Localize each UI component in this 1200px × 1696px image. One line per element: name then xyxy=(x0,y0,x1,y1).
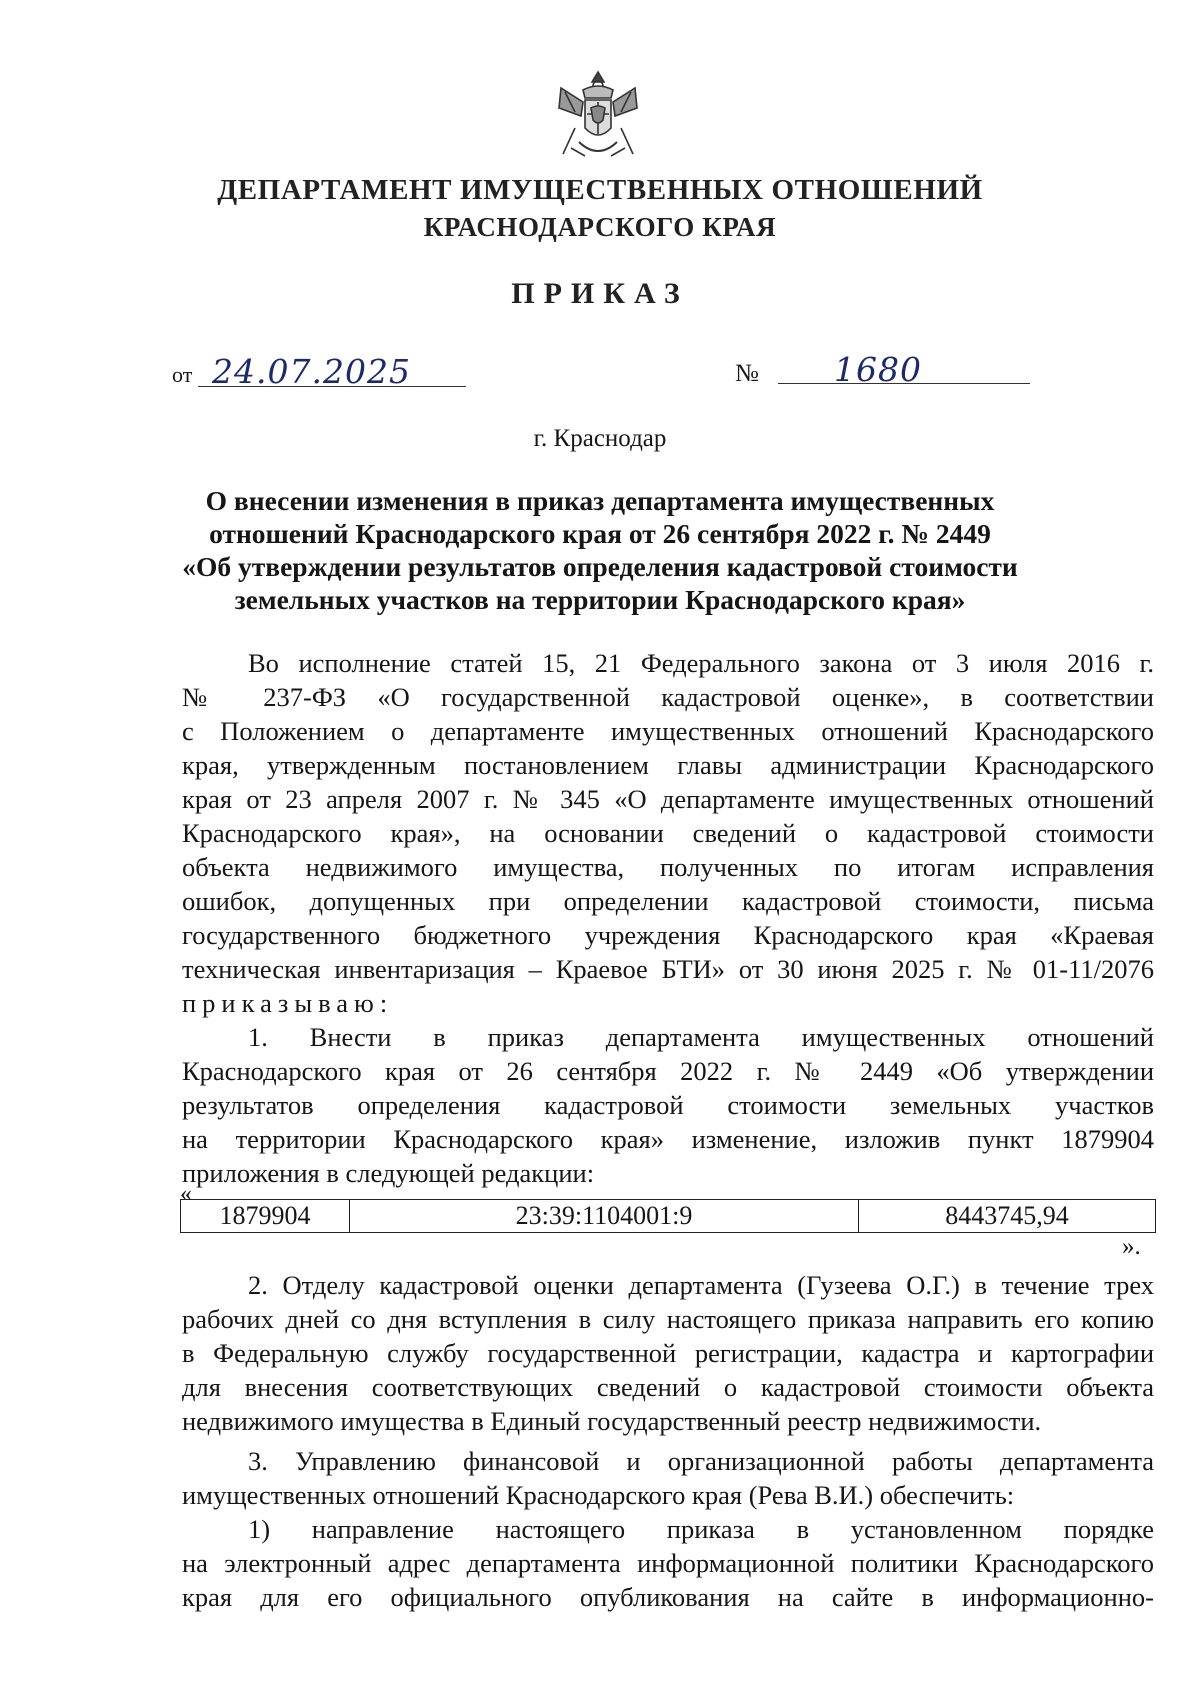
preamble-line: объекта недвижимого имущества, полученных по итогам исправления xyxy=(182,852,1154,882)
number-prefix: № xyxy=(735,360,759,387)
table-cell-cadastral-value: 8443745,94 xyxy=(859,1200,1156,1233)
item1-line: приложения в следующей редакции: xyxy=(182,1158,595,1188)
item1-line: результатов определения кадастровой стоимости земельных участков xyxy=(182,1090,1154,1120)
item1-line: на территории Краснодарского края» изменение, изложив пункт 1879904 xyxy=(182,1124,1154,1154)
item3-1-line: на электронный адрес департамента информационной политики Краснодарского xyxy=(182,1548,1154,1578)
item3-line: имущественных отношений Краснодарского края (Рева В.И.) обеспечить: xyxy=(182,1480,1015,1510)
department-name-line1: ДЕПАРТАМЕНТ ИМУЩЕСТВЕННЫХ ОТНОШЕНИЙ xyxy=(217,174,983,206)
item2-line: недвижимого имущества в Единый государственный реестр недвижимости. xyxy=(182,1406,1042,1436)
preamble-line: края от 23 апреля 2007 г. № 345 «О департаменте имущественных отношений xyxy=(182,784,1154,814)
item1-line: 1. Внести в приказ департамента имущественных отношений xyxy=(248,1022,1154,1052)
title-line: земельных участков на территории Краснодарского края» xyxy=(234,584,966,615)
department-name-line2: КРАСНОДАРСКОГО КРАЯ xyxy=(423,212,777,242)
item2-line: рабочих дней со дня вступления в силу настоящего приказа направить его копию xyxy=(182,1304,1154,1334)
title-line: отношений Краснодарского края от 26 сентября 2022 г. № 2449 xyxy=(209,518,991,549)
preamble-line: государственного бюджетного учреждения Краснодарского края «Краевая xyxy=(182,920,1154,950)
quote-close: ». xyxy=(1122,1233,1141,1260)
handwritten-date: 24.07.2025 xyxy=(212,352,411,391)
city-line: г. Краснодар xyxy=(533,425,667,452)
order-title xyxy=(180,484,1020,616)
preamble-line: Краснодарского края», на основании сведений о кадастровой стоимости xyxy=(182,818,1154,848)
preamble-line: Во исполнение статей 15, 21 Федерального закона от 3 июля 2016 г. xyxy=(248,648,1154,678)
item2-line: 2. Отделу кадастровой оценки департамента (Гузеева О.Г.) в течение трех xyxy=(248,1270,1154,1300)
item3-1-line: края для его официального опубликования на сайте в информационно- xyxy=(182,1582,1154,1612)
preamble-line: с Положением о департаменте имущественных отношений Краснодарского xyxy=(182,716,1154,746)
item2-line: для внесения соответствующих сведений о кадастровой стоимости объекта xyxy=(182,1372,1154,1402)
item1-line: Краснодарского края от 26 сентября 2022 г. № 2449 «Об утверждении xyxy=(182,1056,1154,1086)
table-cell-item-number: 1879904 xyxy=(181,1200,350,1233)
quote-open: « xyxy=(180,1181,192,1207)
coat-of-arms-icon xyxy=(555,68,641,162)
title-line: «Об утверждении результатов определения кадастровой стоимости xyxy=(182,551,1018,582)
date-prefix: от xyxy=(172,362,193,387)
item2-line: в Федеральную службу государственной регистрации, кадастра и картографии xyxy=(182,1338,1154,1368)
cadastral-table xyxy=(180,1199,1156,1233)
item3-line: 3. Управлению финансовой и организационной работы департамента xyxy=(248,1446,1154,1476)
item3-1-line: 1) направление настоящего приказа в установленном порядке xyxy=(248,1514,1154,1544)
preamble-line: ошибок, допущенных при определении кадастровой стоимости, письма xyxy=(182,886,1154,916)
title-line: О внесении изменения в приказ департамента имущественных xyxy=(205,485,995,516)
preamble-line: техническая инвентаризация – Краевое БТИ» от 30 июня 2025 г. № 01-11/2076 xyxy=(182,954,1154,984)
table-row xyxy=(181,1200,1156,1233)
prikazyvayu-word: приказываю: xyxy=(182,988,394,1018)
document-type-heading: ПРИКАЗ xyxy=(511,277,689,310)
preamble-line: края, утвержденным постановлением главы администрации Краснодарского xyxy=(182,750,1154,780)
table-cell-cadastral-number: 23:39:1104001:9 xyxy=(350,1200,859,1233)
handwritten-number: 1680 xyxy=(834,350,922,389)
preamble-line: № 237-ФЗ «О государственной кадастровой оценке», в соответствии xyxy=(182,682,1154,712)
